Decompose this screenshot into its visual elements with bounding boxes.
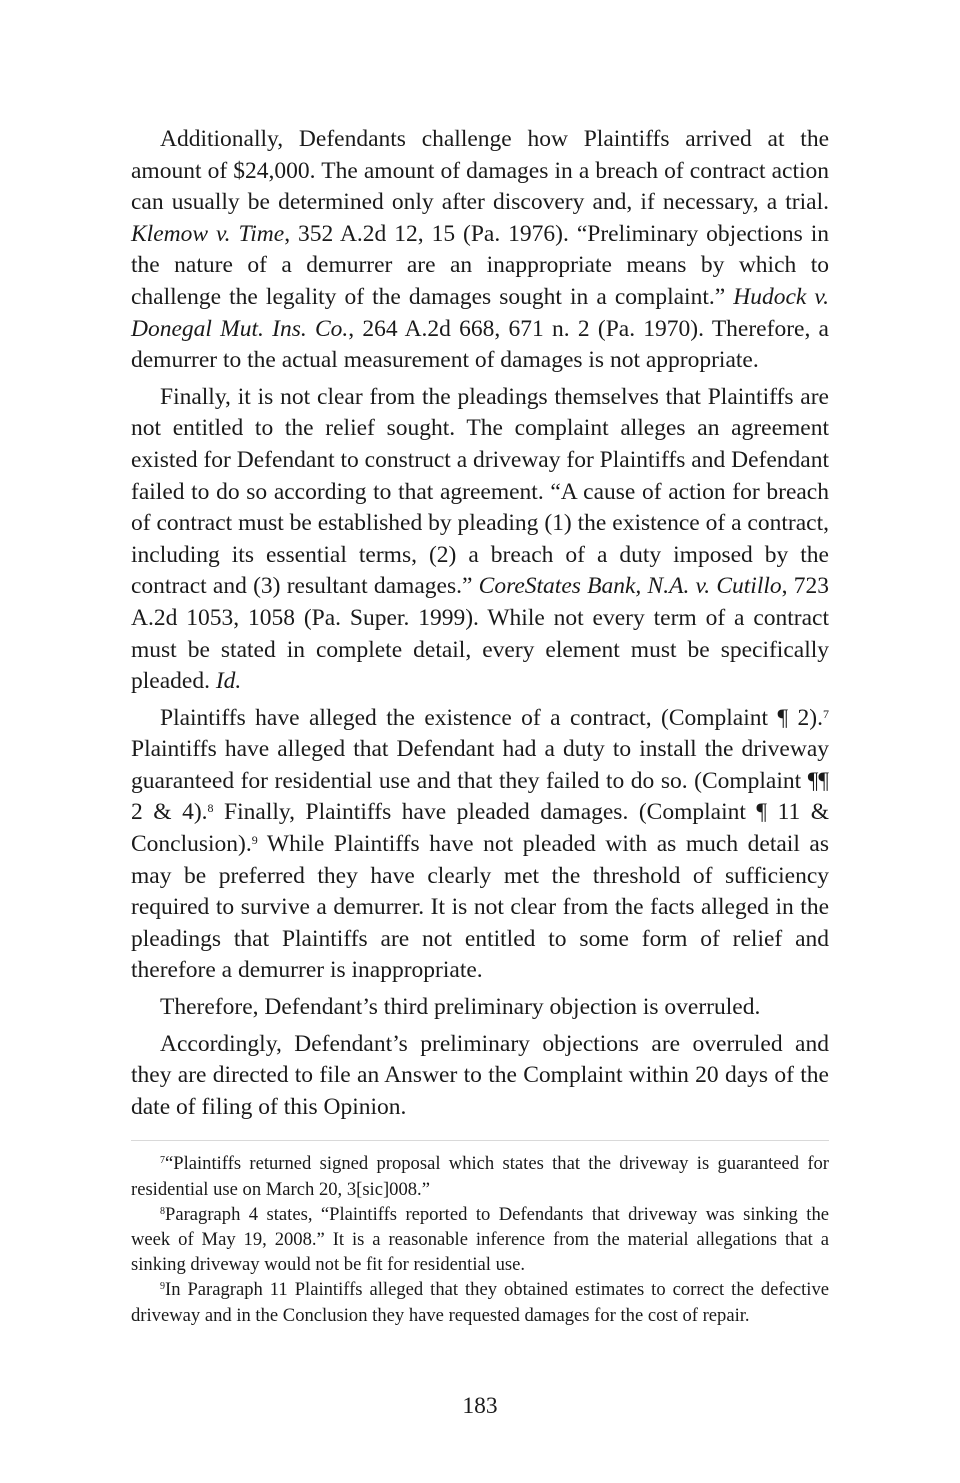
- footnote-mark: 8: [160, 1205, 165, 1217]
- body-paragraph: [131, 1029, 829, 1124]
- footnote-text: In Paragraph 11 Plaintiffs alleged that they obtained estimates to correct the defective driveway and in the Conclusion they have requested damages for the cost of repair.: [131, 1279, 829, 1326]
- case-citation: Hudock v. Donegal Mut. Ins. Co.: [131, 283, 829, 342]
- text-run: Finally, it is not clear from the pleadings themselves that Plaintiffs are not entitled to the relief sought. The complaint alleges an agreement existed for Defendant to construct a driveway for Plaintiffs and Defendant failed to do so according to that agreement. “A cause of action for breach of contract must be established by pleading (1) the existence of a contract, including its essential terms, (2) a breach of a duty imposed by the contract and (3) resultant damages.”: [131, 383, 829, 600]
- body-paragraph: [131, 382, 829, 698]
- footnote: [131, 1202, 829, 1278]
- text-run: , 723 A.2d 1053, 1058 (Pa. Super. 1999). While not every term of a contract must be stated in complete detail, every element must be specifically pleaded.: [131, 573, 830, 695]
- body-paragraph: [131, 124, 829, 377]
- body-paragraph: [131, 992, 829, 1024]
- page-body: [131, 124, 829, 1328]
- text-run: , 264 A.2d 668, 671 n. 2 (Pa. 1970). Therefore, a demurrer to the actual measurement of damages is not appropriate.: [131, 315, 829, 374]
- case-citation: CoreStates Bank, N.A. v. Cutillo: [478, 573, 782, 600]
- footnote: [131, 1151, 829, 1201]
- text-run: Accordingly, Defendant’s preliminary objections are overruled and they are directed to file an Answer to the Complaint within 20 days of the date of filing of this Opinion.: [131, 1030, 829, 1120]
- footnote-reference[interactable]: 8: [207, 801, 214, 816]
- footnote-text: “Plaintiffs returned signed proposal which states that the driveway is guaranteed for residential use on March 20, 3[sic]008.”: [131, 1153, 829, 1200]
- text-run: Finally, Plaintiffs have pleaded damages. (Complaint ¶ 11 & Conclusion).: [131, 799, 829, 858]
- footnotes: [131, 1151, 829, 1327]
- footnote-mark: 7: [160, 1155, 165, 1167]
- footnote-reference[interactable]: 7: [823, 706, 829, 721]
- footnote-reference[interactable]: 9: [251, 833, 258, 848]
- footnote: [131, 1277, 829, 1327]
- text-run: , 352 A.2d 12, 15 (Pa. 1976). “Preliminary objections in the nature of a demurrer are an inappropriate means by which to challenge the legality of the damages sought in a complaint.”: [131, 220, 829, 310]
- body-paragraph: [131, 703, 829, 987]
- footnote-divider: [131, 1140, 829, 1141]
- footnote-mark: 9: [160, 1281, 165, 1293]
- text-run: Therefore, Defendant’s third preliminary objection is overruled.: [160, 994, 761, 1021]
- text-run: Additionally, Defendants challenge how Plaintiffs arrived at the amount of $24,000. The amount of damages in a breach of contract action can usually be determined only after discovery and, if necessary, a trial.: [131, 126, 829, 216]
- opinion-text: [131, 124, 829, 1123]
- text-run: Plaintiffs have alleged that Defendant had a duty to install the driveway guaranteed for residential use and that they failed to do so. (Complaint ¶¶ 2 & 4).: [131, 736, 829, 826]
- case-citation: Klemow v. Time: [131, 220, 285, 247]
- text-run: Plaintiffs have alleged the existence of a contract, (Complaint ¶ 2).: [160, 704, 823, 731]
- case-citation: Id.: [215, 668, 242, 695]
- footnote-text: Paragraph 4 states, “Plaintiffs reported to Defendants that driveway was sinking the week of May 19, 2008.” It is a reasonable inference from the material allegations that a sinking driveway would not be fit for residential use.: [131, 1203, 829, 1276]
- text-run: While Plaintiffs have not pleaded with as much detail as may be preferred they have clearly met the threshold of sufficiency required to survive a demurrer. It is not clear from the facts alleged in the pleadings that Plaintiffs are not entitled to some form of relief and therefore a demurrer is inappropriate.: [131, 831, 829, 984]
- page-number: 183: [462, 1393, 498, 1419]
